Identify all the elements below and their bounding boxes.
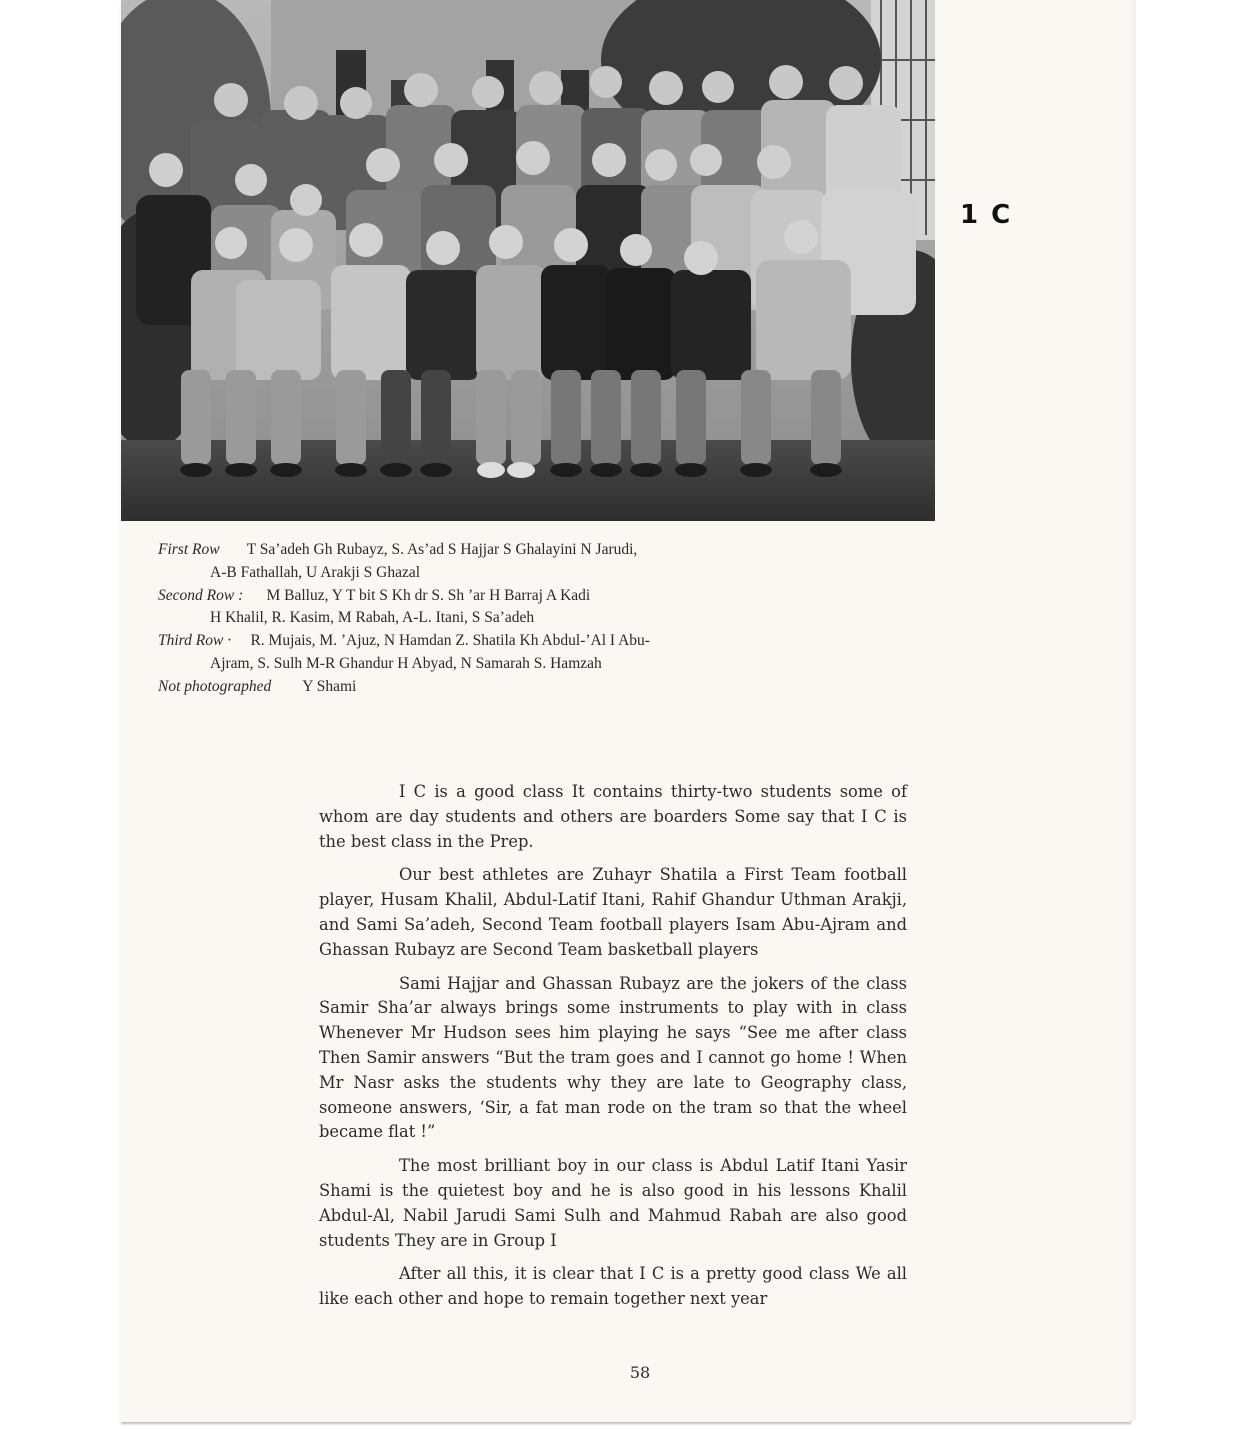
page-edge xyxy=(1128,0,1136,1420)
caption-row-label: First Row xyxy=(158,541,220,558)
caption-names-continued: H Khalil, R. Kasim, M Rabah, A-L. Itani, S Sa’adeh xyxy=(210,609,535,627)
class-section-label: 1 C xyxy=(960,200,1013,230)
paragraph-jokers: Sami Hajjar and Ghassan Rubayz are the jokers of the class Samir Sha’ar always brings some instruments to play with in class Whenever Mr Hudson sees him playing he says “See me after class Then Samir answers “But the tram goes and I cannot go home ! When Mr Nasr asks the students why they are late to Geography class, someone answers, ‘Sir, a fat man rode on the tram so that the wheel became flat !” xyxy=(319,973,907,1142)
class-group-photo xyxy=(121,0,935,521)
caption-names: T Sa’adeh Gh Rubayz, S. As’ad S Hajjar S Ghalayini N Jarudi, xyxy=(246,541,638,558)
caption-names-continued: A-B Fathallah, U Arakji S Ghazal xyxy=(210,563,421,581)
paragraph-athletes: Our best athletes are Zuhayr Shatila a First Team football player, Husam Khalil, Abdul-Latif Itani, Rahif Ghandur Uthman Arakji, and Sami Sa’adeh, Second Team football players Isam Abu-Ajram and Ghassan Rubayz are Second Team basketball players xyxy=(319,865,907,959)
caption-second-row xyxy=(158,585,898,631)
caption-row-label: Not photographed xyxy=(158,677,272,695)
caption-third-row xyxy=(158,630,898,676)
caption-names: Y Shami xyxy=(302,677,357,695)
caption-not-photographed xyxy=(158,676,898,699)
page-number: 58 xyxy=(629,1363,651,1382)
caption-row-label: Third Row · xyxy=(158,632,232,650)
article-body xyxy=(319,780,907,1321)
paragraph-conclusion: After all this, it is clear that I C is a pretty good class We all like each other and hope to remain together next year xyxy=(319,1264,907,1309)
paragraph-intro: I C is a good class It contains thirty-two students some of whom are day students and others are boarders Some say that I C is the best class in the Prep. xyxy=(319,782,907,851)
caption-names-continued: Ajram, S. Sulh M-R Ghandur H Abyad, N Samarah S. Hamzah xyxy=(210,654,602,672)
paragraph-brilliant: The most brilliant boy in our class is Abdul Latif Itani Yasir Shami is the quietest boy and he is also good in his lessons Khalil Abdul-Al, Nabil Jarudi Sami Sulh and Mahmud Rabah are also good students They are in Group I xyxy=(319,1156,907,1250)
caption-names: R. Mujais, M. ’Ajuz, N Hamdan Z. Shatila Kh Abdul-’Al I Abu- xyxy=(250,632,650,650)
caption-first-row xyxy=(158,539,898,585)
photo-caption-block xyxy=(158,539,898,699)
caption-names: M Balluz, Y T bit S Kh dr S. Sh ’ar H Barraj A Kadi xyxy=(266,586,591,604)
caption-row-label: Second Row : xyxy=(158,586,244,604)
